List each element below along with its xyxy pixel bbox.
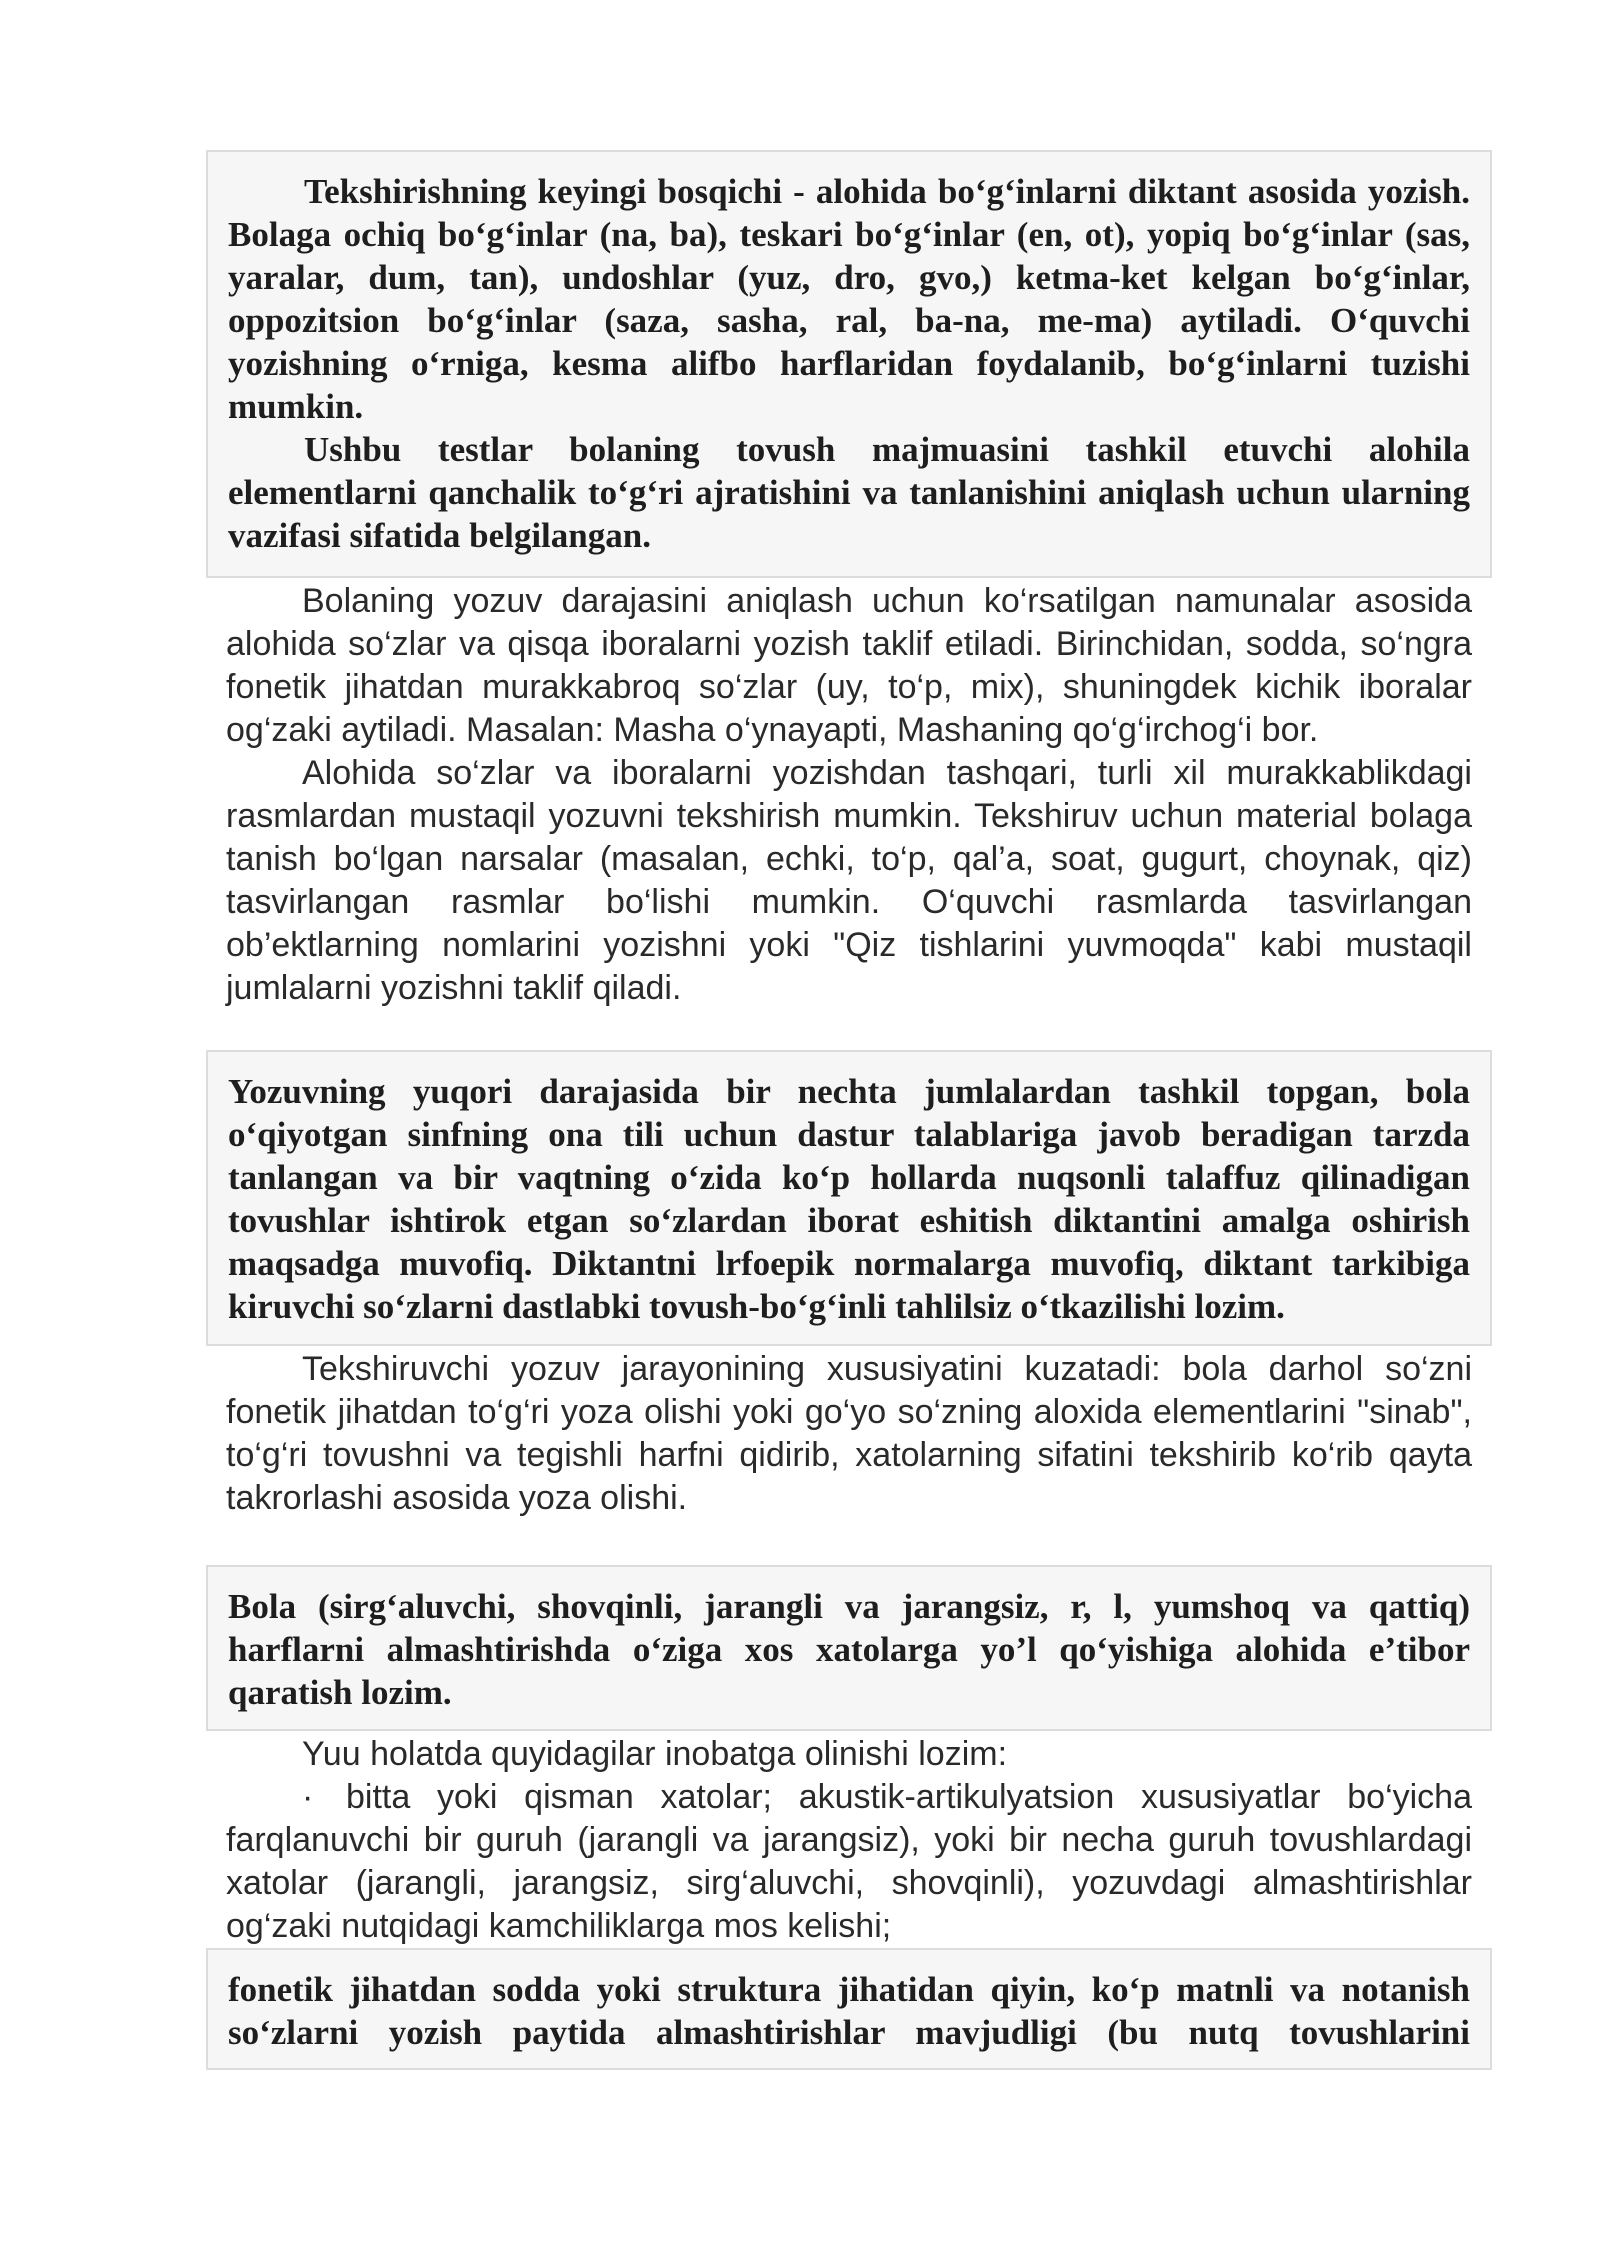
text-block-2 <box>226 1348 1472 1520</box>
highlighted-block-2 <box>206 1050 1492 1346</box>
bullet-icon: · <box>302 1778 314 1816</box>
highlighted-block-3 <box>206 1565 1492 1731</box>
text-block-3 <box>226 1733 1472 1948</box>
paragraph: Alohida so‘zlar va iboralarni yozishdan tashqari, turli xil murakkablikdagi rasmlardan mustaqil yozuvni tekshirish mumkin. Tekshiruv uchun material bolaga tanish bo‘lgan narsalar (masalan, echki, to‘p, qal’a, soat, gugurt, choynak, qiz) tasvirlangan rasmlar bo‘lishi mumkin. O‘quvchi rasmlarda tasvirlangan ob’ektlarning nomlarini yozishni yoki "Qiz tishlarini yuvmoqda" kabi mustaqil jumlalarni yozishni taklif qiladi. <box>226 754 1472 1007</box>
text-block-1 <box>226 580 1472 1010</box>
paragraph: Bola (sirg‘aluvchi, shovqinli, jarangli va jarangsiz, r, l, yumshoq va qattiq) harflarni almashtirishda o‘ziga xos xatolarga yo’l qo‘yishiga alohida e’tibor qaratish lozim. <box>228 1587 1470 1712</box>
paragraph: Tekshiruvchi yozuv jarayonining xususiyatini kuzatadi: bola darhol so‘zni fonetik jihatdan to‘g‘ri yoza olishi yoki go‘yo so‘zning aloxida elementlarini "sinab", to‘g‘ri tovushni va tegishli harfni qidirib, xatolarning sifatini tekshirib ko‘rib qayta takrorlashi asosida yoza olishi. <box>226 1350 1472 1517</box>
paragraph: Bolaning yozuv darajasini aniqlash uchun ko‘rsatilgan namunalar asosida alohida so‘zlar va qisqa iboralarni yozish taklif etiladi. Birinchidan, sodda, so‘ngra fonetik jihatdan murakkabroq so‘zlar (uy, to‘p, mix), shuningdek kichik iboralar og‘zaki aytiladi. Masalan: Masha o‘ynayapti, Mashaning qo‘g‘irchog‘i bor. <box>226 582 1472 749</box>
paragraph: Tekshirishning keyingi bosqichi - alohida bo‘g‘inlarni diktant asosida yozish. Bolaga ochiq bo‘g‘inlar (na, ba), teskari bo‘g‘inlar (en, ot), yopiq bo‘g‘inlar (sas, yaralar, dum, tan), undoshlar (yuz, dro, gvo,) ketma-ket kelgan bo‘g‘inlar, oppozitsion bo‘g‘inlar (saza, sasha, ral, ba-na, me-ma) aytiladi. O‘quvchi yozishning o‘rniga, kesma alifbo harflaridan foydalanib, bo‘g‘inlarni tuzishi mumkin. <box>228 172 1470 426</box>
highlighted-block-1 <box>206 150 1492 578</box>
bullet-paragraph <box>226 1776 1472 1948</box>
paragraph: Yozuvning yuqori darajasida bir nechta jumlalardan tashkil topgan, bola o‘qiyotgan sinfning ona tili uchun dastur talablariga javob beradigan tarzda tanlangan va bir vaqtning o‘zida ko‘p hollarda nuqsonli talaffuz qilinadigan tovushlar ishtirok etgan so‘zlardan iborat eshitish diktantini amalga oshirish maqsadga muvofiq. Diktantni lrfoepik normalarga muvofiq, diktant tarkibiga kiruvchi so‘zlarni dastlabki tovush-bo‘g‘inli tahlilsiz o‘tkazilishi lozim. <box>228 1072 1470 1326</box>
paragraph: fonetik jihatdan sodda yoki struktura jihatidan qiyin, ko‘p matnli va notanish so‘zlarni yozish paytida almashtirishlar mavjudligi (bu nutq tovushlarini <box>228 1970 1470 2052</box>
paragraph: Yuu holatda quyidagilar inobatga olinishi lozim: <box>302 1735 1008 1773</box>
paragraph: Ushbu testlar bolaning tovush majmuasini tashkil etuvchi alohila elementlarni qanchalik to‘g‘ri ajratishini va tanlanishini aniqlash uchun ularning vazifasi sifatida belgilangan. <box>228 430 1470 555</box>
highlighted-block-4 <box>206 1948 1492 2070</box>
bullet-text: bitta yoki qisman xatolar; akustik-artikulyatsion xususiyatlar bo‘yicha farqlanuvchi bir guruh (jarangli va jarangsiz), yoki bir necha guruh tovushlardagi xatolar (jarangli, jarangsiz, sirg‘aluvchi, shovqinli), yozuvdagi almashtirishlar og‘zaki nutqidagi kamchiliklarga mos kelishi; <box>226 1778 1472 1945</box>
